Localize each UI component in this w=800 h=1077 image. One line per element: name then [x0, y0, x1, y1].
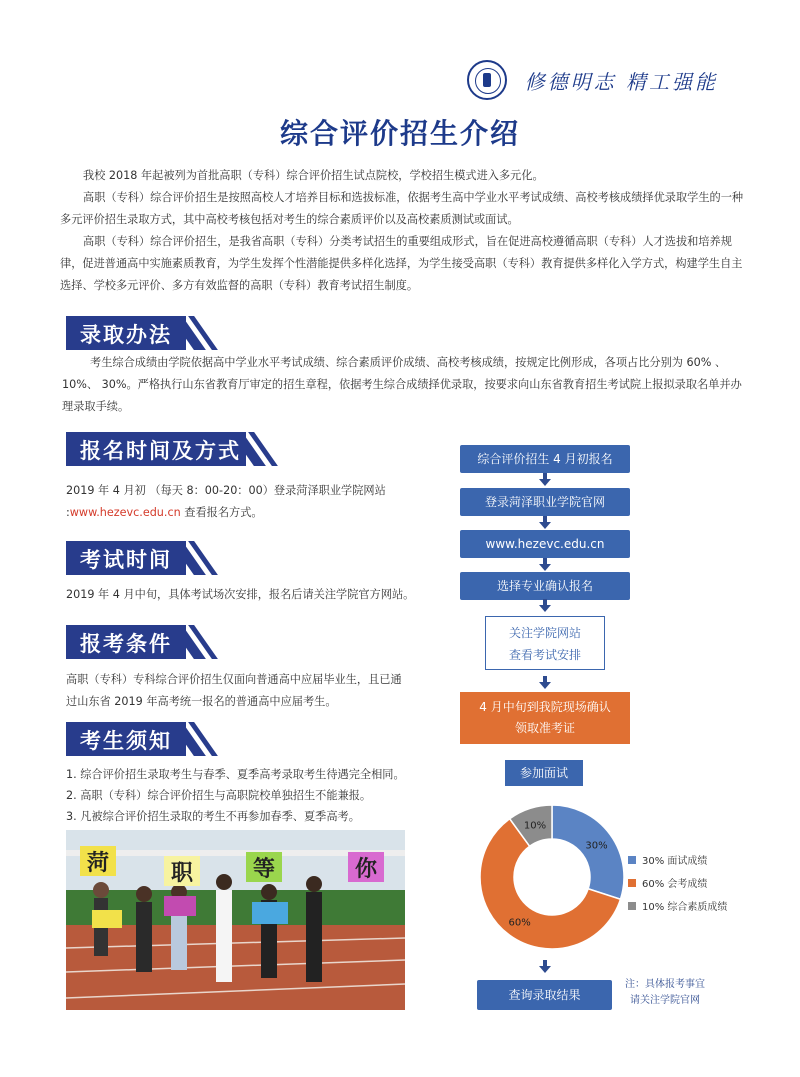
legend-item: 60% 会考成绩	[628, 871, 727, 894]
section-banner-exam-time	[66, 541, 216, 575]
exam-time-text: 2019 年 4 月中旬，具体考试场次安排，报名后请关注学院官方网站。	[66, 588, 415, 601]
intro-paragraph: 我校 2018 年起被列为首批高职（专科）综合评价招生试点院校，学校招生模式进入多元化。	[83, 169, 544, 182]
flow-step-register: 综合评价招生 4 月初报名	[460, 445, 630, 473]
flow-arrow	[539, 682, 551, 689]
intro-paragraph: 高职（专科）综合评价招生，是我省高职（专科）分类考试招生的重要组成形式，旨在促进高校遵循高职（专科）人才选拔和培养规律，促进普通高中实施素质教育，为学生发挥个性潜能提供多样化选择，为学生接受高职（专科）教育提供多样化入学方式，构建学生自主选择、学校多元评价、多方有效监督的高职（专科）教育考试招生制度。	[60, 235, 743, 292]
list-item: 3. 凡被综合评价招生录取的考生不再参加春季、夏季高考。	[66, 810, 360, 823]
donut-slice	[552, 805, 624, 899]
section-title: 考生须知	[80, 729, 172, 753]
page-title: 综合评价招生介绍	[279, 117, 520, 150]
students-photo	[66, 830, 405, 1010]
website-link[interactable]: www.hezevc.edu.cn	[69, 506, 181, 519]
intro-paragraph: 高职（专科）综合评价招生是按照高校人才培养目标和选拔标准，依据考生高中学业水平考试成绩、高校考核成绩择优录取学生的一种多元评价招生录取方式，其中高校考核包括对考生的综合素质评价以及高校素质测试或面试。	[60, 191, 744, 226]
flow-step-login: 登录菏泽职业学院官网	[460, 488, 630, 516]
flow-step-confirm-onsite: 4 月中旬到我院现场确认 领取准考证	[460, 692, 630, 744]
admission-text: 考生综合成绩由学院依据高中学业水平考试成绩、综合素质评价成绩、高校考核成绩，按规定比例形成，各项占比分别为 60% 、10%、 30%。严格执行山东省教育厅审定的招生章程，依据考生综合成绩择优录取，按要求向山东省教育招生考试院上报拟录取名单并办理录取手续。	[62, 356, 742, 413]
flow-step-follow-website: 关注学院网站 查看考试安排	[485, 616, 605, 670]
flow-arrow	[539, 605, 551, 612]
flow-arrow	[539, 966, 551, 973]
list-item: 2. 高职（专科）综合评价招生与高职院校单独招生不能兼报。	[66, 789, 372, 802]
legend-item: 10% 综合素质成绩	[628, 894, 727, 917]
section-banner-conditions	[66, 625, 216, 659]
flow-step-interview: 参加面试	[505, 760, 583, 786]
flow-arrow	[539, 479, 551, 486]
sign-4: 你	[354, 857, 378, 882]
sign-2: 职	[170, 861, 194, 886]
registration-text: 2019 年 4 月初 （每天 8：00-20：00）登录菏泽职业学院网站 :www.hezevc.edu.cn 查看报名方式。	[66, 484, 386, 519]
section-title: 报名时间及方式	[80, 439, 241, 463]
footer-note: 注：具体报考事宜 请关注学院官网	[625, 979, 705, 1006]
section-banner-admission	[66, 316, 216, 350]
section-title: 报考条件	[80, 632, 172, 656]
flow-arrow	[539, 564, 551, 571]
section-title: 录取办法	[80, 323, 172, 347]
legend-item: 30% 面试成绩	[628, 848, 727, 871]
flow-arrow	[539, 522, 551, 529]
conditions-text: 高职（专科）专科综合评价招生仅面向普通高中应届毕业生，且已通过山东省 2019 年高考统一报名的普通高中应届考生。	[66, 673, 402, 708]
sign-3: 等	[252, 857, 276, 882]
header	[467, 60, 718, 100]
notes-list	[66, 764, 426, 827]
donut-slice-label: 30%	[585, 840, 608, 852]
donut-slice-label: 60%	[508, 917, 531, 929]
list-item: 1. 综合评价招生录取考生与春季、夏季高考录取考生待遇完全相同。	[66, 768, 405, 781]
intro-text	[60, 165, 745, 297]
donut-slice-label: 10%	[523, 820, 547, 832]
college-seal-logo	[467, 60, 507, 100]
chart-legend	[628, 848, 727, 917]
motto-calligraphy: 修德明志 精工强能	[524, 69, 718, 94]
section-banner-notes	[66, 722, 216, 756]
flow-step-select-major: 选择专业确认报名	[460, 572, 630, 600]
section-banner-registration	[66, 432, 276, 466]
sign-1: 菏	[86, 851, 110, 876]
flow-step-check-result: 查询录取结果	[477, 980, 612, 1010]
students-photo-illustration	[66, 830, 405, 1010]
flow-step-website: www.hezevc.edu.cn	[460, 530, 630, 558]
section-title: 考试时间	[80, 548, 172, 572]
